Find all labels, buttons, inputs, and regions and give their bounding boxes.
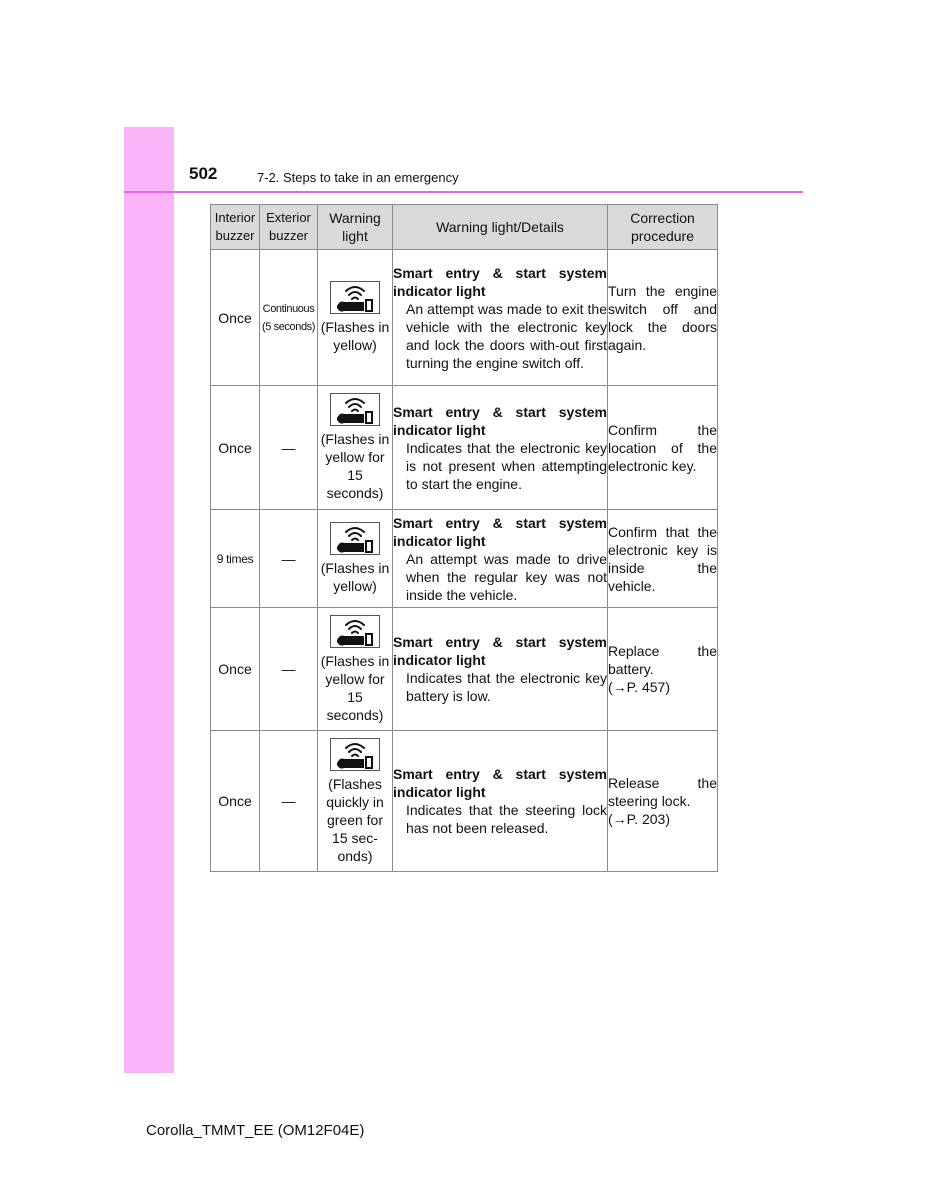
smart-key-icon <box>330 281 380 314</box>
header-rule <box>124 191 803 193</box>
details-body: An attempt was made to exit the vehicle with the electronic key and lock the doors with-out first turning the engine switch off. <box>406 300 607 371</box>
smart-key-icon <box>330 615 380 648</box>
correction-cell <box>608 608 718 731</box>
correction-text: Turn the engine switch off and lock the doors again. <box>608 282 717 353</box>
smart-key-icon <box>330 393 380 426</box>
details-cell <box>393 608 608 731</box>
interior-buzzer-cell: Once <box>211 250 260 386</box>
warning-light-description: (Flashes in yellow for 15 seconds) <box>320 431 390 501</box>
table-row <box>211 608 718 731</box>
correction-text: Confirm the location of the electronic key. <box>608 421 717 474</box>
interior-buzzer-cell: Once <box>211 386 260 510</box>
table-row <box>211 386 718 510</box>
smart-key-icon <box>330 522 380 555</box>
table-row <box>211 250 718 386</box>
details-cell <box>393 250 608 386</box>
exterior-buzzer-cell: — <box>260 731 318 872</box>
correction-text: Confirm that the electronic key is inside the vehicle. <box>608 523 717 594</box>
exterior-buzzer-cell: — <box>260 608 318 731</box>
interior-buzzer-cell: Once <box>211 608 260 731</box>
details-body: Indicates that the steering lock has not been released. <box>406 802 607 836</box>
page-number: 502 <box>189 164 218 183</box>
warning-light-description: (Flashes in yellow) <box>320 560 390 594</box>
exterior-buzzer-cell: — <box>260 386 318 510</box>
warning-light-description: (Flashes in yellow) <box>320 319 390 353</box>
exterior-buzzer-cell: — <box>260 510 318 608</box>
details-cell <box>393 731 608 872</box>
warning-light-description: (Flashes quickly in green for 15 sec-onds) <box>326 775 384 864</box>
exterior-buzzer-cell <box>260 250 318 386</box>
header-details: Warning light/Details <box>393 205 608 250</box>
footer-manual-code: Corolla_TMMT_EE (OM12F04E) <box>146 1122 365 1139</box>
warning-light-cell <box>318 731 393 872</box>
correction-page-ref: (→P. 203) <box>608 811 670 827</box>
correction-page-ref: (→P. 457) <box>608 679 670 695</box>
details-title: Smart entry & start system indicator light <box>393 766 607 800</box>
details-cell <box>393 510 608 608</box>
header-interior-buzzer: Interior buzzer <box>211 205 260 250</box>
correction-cell <box>608 510 718 608</box>
correction-cell <box>608 386 718 510</box>
details-body: An attempt was made to drive when the regular key was not inside the vehicle. <box>406 550 607 603</box>
correction-text: Replace the battery. <box>608 643 717 677</box>
correction-text: Release the steering lock. <box>608 775 717 809</box>
header-correction: Correction procedure <box>608 205 718 250</box>
details-body: Indicates that the electronic key battery is low. <box>406 670 607 704</box>
interior-buzzer-cell <box>211 510 260 608</box>
table-header-row <box>211 205 718 250</box>
warning-light-cell <box>318 510 393 608</box>
interior-buzzer-value: 9 times <box>216 552 254 566</box>
warning-light-description: (Flashes in yellow for 15 seconds) <box>320 652 390 723</box>
details-title: Smart entry & start system indicator light <box>393 264 607 299</box>
correction-cell <box>608 250 718 386</box>
table-row <box>211 510 718 608</box>
details-body: Indicates that the electronic key is not present when attempting to start the engine. <box>406 439 607 492</box>
warning-light-cell <box>318 608 393 731</box>
exterior-buzzer-value: Continuous (5 seconds) <box>261 302 316 333</box>
details-title: Smart entry & start system indicator light <box>393 403 607 438</box>
side-color-band <box>124 127 174 1073</box>
warning-table <box>210 204 718 872</box>
warning-light-cell <box>318 386 393 510</box>
header-warning-light: Warning light <box>318 205 393 250</box>
interior-buzzer-cell: Once <box>211 731 260 872</box>
smart-key-icon <box>330 738 380 771</box>
details-title: Smart entry & start system indicator light <box>393 634 607 668</box>
warning-light-cell <box>318 250 393 386</box>
details-cell <box>393 386 608 510</box>
details-title: Smart entry & start system indicator light <box>393 514 607 549</box>
correction-cell <box>608 731 718 872</box>
table-row <box>211 731 718 872</box>
header-exterior-buzzer: Exterior buzzer <box>260 205 318 250</box>
section-title: 7-2. Steps to take in an emergency <box>257 170 459 185</box>
